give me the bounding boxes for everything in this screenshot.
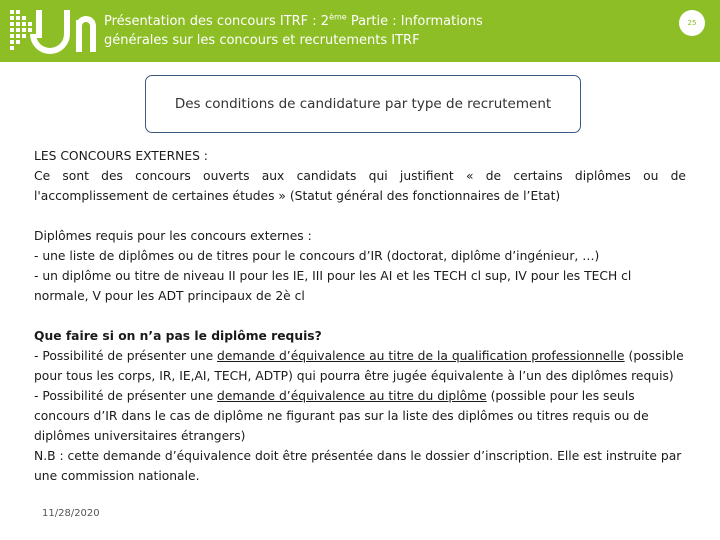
university-logo	[10, 6, 96, 56]
equivalence-diplome-link[interactable]: demande d’équivalence au titre du diplôme	[217, 389, 487, 403]
diplomes-item: - un diplôme ou titre de niveau II pour les IE, III pour les AI et les TECH cl sup, IV pour les TECH cl normale, V pour les ADT principaux de 2è cl	[34, 269, 632, 303]
item-text: - Possibilité de présenter une	[34, 389, 218, 403]
externes-paragraph: Ce sont des concours ouverts aux candidats qui justifient « de certains diplômes ou de l'accomplissement de certaines études » (Statut général des fonctionnaires de l’Etat)	[34, 169, 686, 203]
footer-date: 11/28/2020	[42, 508, 100, 519]
slide-header-title	[104, 12, 524, 50]
equivalence-diplome-item	[34, 386, 686, 446]
equivalence-qualification-item	[34, 346, 686, 386]
sans-diplome-heading: Que faire si on n’a pas le diplôme requis?	[34, 329, 322, 343]
diplomes-heading: Diplômes requis pour les concours externes :	[34, 229, 312, 243]
nb-note: N.B : cette demande d’équivalence doit être présentée dans le dossier d’inscription. Elle est instruite par une commission nationale.	[34, 449, 682, 483]
header-title-superscript: ème	[329, 12, 347, 22]
item-text: (possible pour tous les corps, IR, IE,AI, TECH, ADTP) qui pourra être jugée équivalente à l’un des diplômes requis)	[34, 349, 684, 383]
header-bar	[0, 0, 720, 62]
header-title-line2: générales sur les concours et recrutements ITRF	[104, 33, 420, 48]
equivalence-qualification-link[interactable]: demande d’équivalence au titre de la qualification professionnelle	[217, 349, 625, 363]
header-title-part: Partie : Informations	[346, 14, 483, 29]
externes-heading: LES CONCOURS EXTERNES :	[34, 149, 208, 163]
diplomes-item: - une liste de diplômes ou de titres pour le concours d’IR (doctorat, diplôme d’ingénieur, …)	[34, 249, 600, 263]
slide-content	[34, 146, 686, 486]
item-text: (possible pour les seuls concours d’IR dans le cas de diplôme ne figurant pas sur la liste des diplômes ou titres requis ou de diplômes universitaires étrangers)	[34, 389, 649, 443]
item-text: - Possibilité de présenter une	[34, 349, 218, 363]
page-number: 25	[679, 10, 705, 36]
header-title-part: Présentation des concours ITRF : 2	[104, 14, 330, 29]
section-title-box: Des conditions de candidature par type de recrutement	[145, 75, 581, 133]
